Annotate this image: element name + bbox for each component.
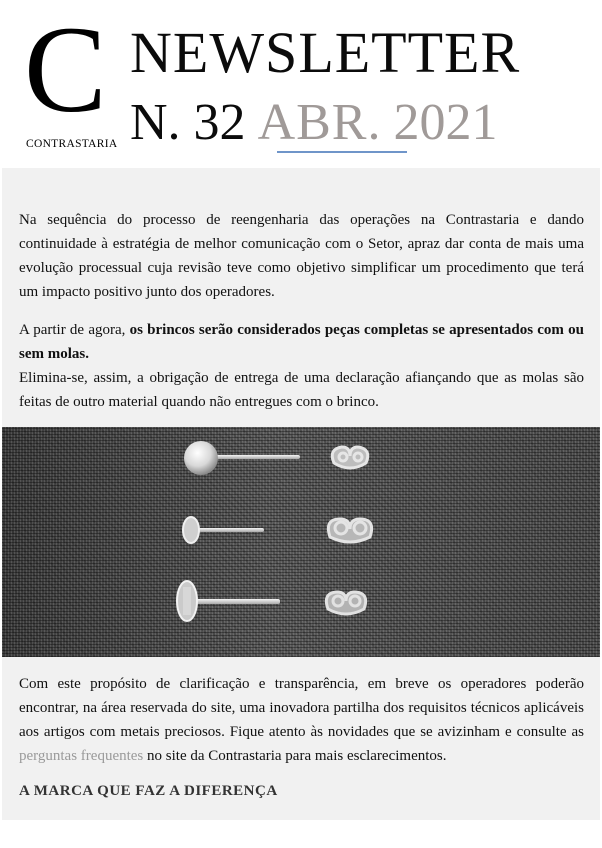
closing-lead: Com este propósito de clarificação e transparência, em breve os operadores poderão encontrar, na área reservada do site, uma inovadora partilha dos requisitos técnicos aplicáveis aos artigos com metais preciosos. Fique atento às novidades que se avizinham e consulte as	[19, 676, 584, 740]
paragraph-elimination: Elimina-se, assim, a obrigação de entrega de uma declaração afiançando que as molas são feitas de outro material quando não entregues com o brinco.	[19, 370, 584, 410]
tagline: A MARCA QUE FAZ A DIFERENÇA	[19, 783, 278, 799]
masthead	[2, 0, 600, 168]
large-flower-stud-earring	[177, 581, 280, 621]
paragraph-closing	[19, 672, 584, 768]
paragraph-intro: Na sequência do processo de reengenharia das operações na Contrastaria e dando continuidade à estratégia de melhor comunicação com o Setor, apraz dar conta de mais uma evolução processual cuja revisão teve como objetivo simplificar um procedimento que terá um impacto positivo junto dos operadores.	[19, 212, 584, 300]
paragraph-announcement	[19, 318, 584, 366]
earring-back-2	[328, 519, 371, 542]
earring-back-3	[326, 592, 365, 614]
ball-stud-earring	[184, 441, 300, 475]
earring-back-1	[332, 447, 368, 468]
faq-link[interactable]: perguntas frequentes	[19, 748, 144, 764]
issue-month: ABR.	[257, 94, 382, 151]
issue-year: 2021	[393, 94, 498, 151]
earrings-photo	[2, 427, 600, 657]
issue-number: N. 32	[130, 94, 246, 151]
issue-underline	[277, 151, 407, 153]
earrings-illustration	[2, 427, 600, 657]
announcement-end: .	[85, 346, 89, 362]
logo-wordmark: CONTRASTARIA	[26, 138, 118, 150]
newsletter-page	[2, 0, 600, 820]
newsletter-title: NEWSLETTER	[130, 20, 521, 85]
announcement-lead: A partir de agora,	[19, 322, 130, 338]
logo-letter: C	[24, 1, 107, 138]
closing-end: no site da Contrastaria para mais esclarecimentos.	[143, 748, 447, 764]
issue-line	[130, 92, 497, 154]
announcement-highlight: os brincos serão considerados peças completas se apresentados com ou sem molas	[19, 322, 584, 362]
flower-stud-earring	[183, 517, 264, 543]
